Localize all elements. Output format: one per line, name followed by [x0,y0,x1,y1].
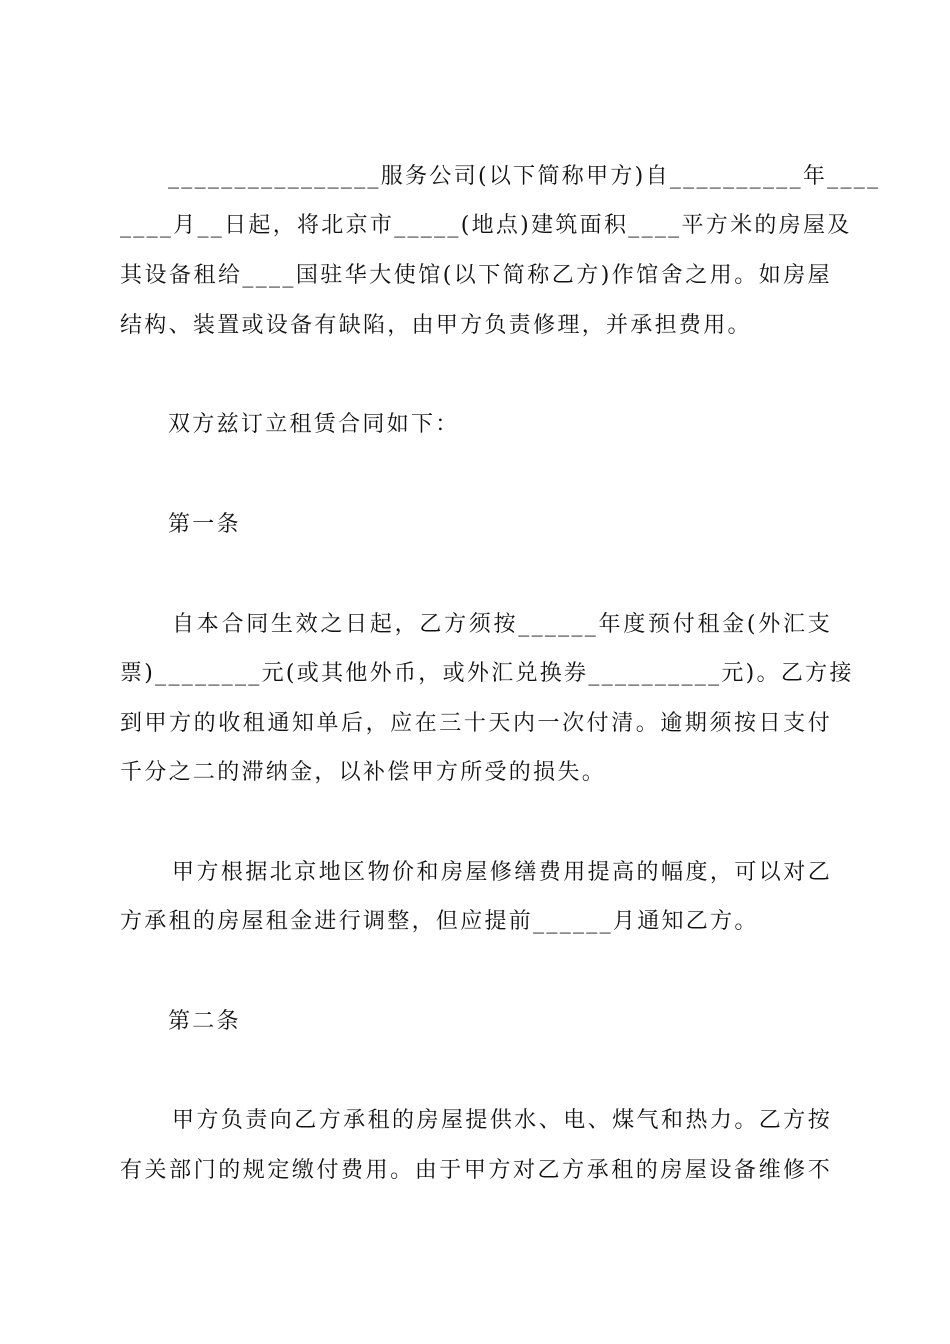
article-2-p1-line-1: 甲方负责向乙方承租的房屋提供水、电、煤气和热力。乙方按 [172,1108,832,1133]
article-1-p2-line-1: 甲方根据北京地区物价和房屋修缮费用提高的幅度，可以对乙 [172,860,832,885]
article-2-heading: 第二条 [168,1009,241,1034]
article-1-p2-line-2: 方承租的房屋租金进行调整，但应提前______月通知乙方。 [120,909,759,934]
article-1-p1-line-4: 千分之二的滞纳金，以补偿甲方所受的损失。 [120,760,607,785]
article-1-heading: 第一条 [168,512,241,537]
intro-line-2: ____月__日起，将北京市_____(地点)建筑面积____平方米的房屋及 [120,213,852,238]
article-1-p1-line-1: 自本合同生效之日起，乙方须按______年度预付租金(外汇支 [172,612,832,637]
article-2-p1-line-2: 有关部门的规定缴付费用。由于甲方对乙方承租的房屋设备维修不 [120,1158,832,1183]
intro-line-1: ________________服务公司(以下简称甲方)自__________年____ [168,164,881,189]
agreement-line: 双方兹订立租赁合同如下： [168,412,460,437]
article-1-p1-line-3: 到甲方的收租通知单后，应在三十天内一次付清。逾期须按日支付 [120,711,832,736]
intro-line-4: 结构、装置或设备有缺陷，由甲方负责修理，并承担费用。 [120,313,752,338]
intro-line-3: 其设备租给____国驻华大使馆(以下简称乙方)作馆舍之用。如房屋 [120,263,832,288]
article-1-p1-line-2: 票)________元(或其他外币，或外汇兑换券__________元)。乙方接 [120,661,854,686]
